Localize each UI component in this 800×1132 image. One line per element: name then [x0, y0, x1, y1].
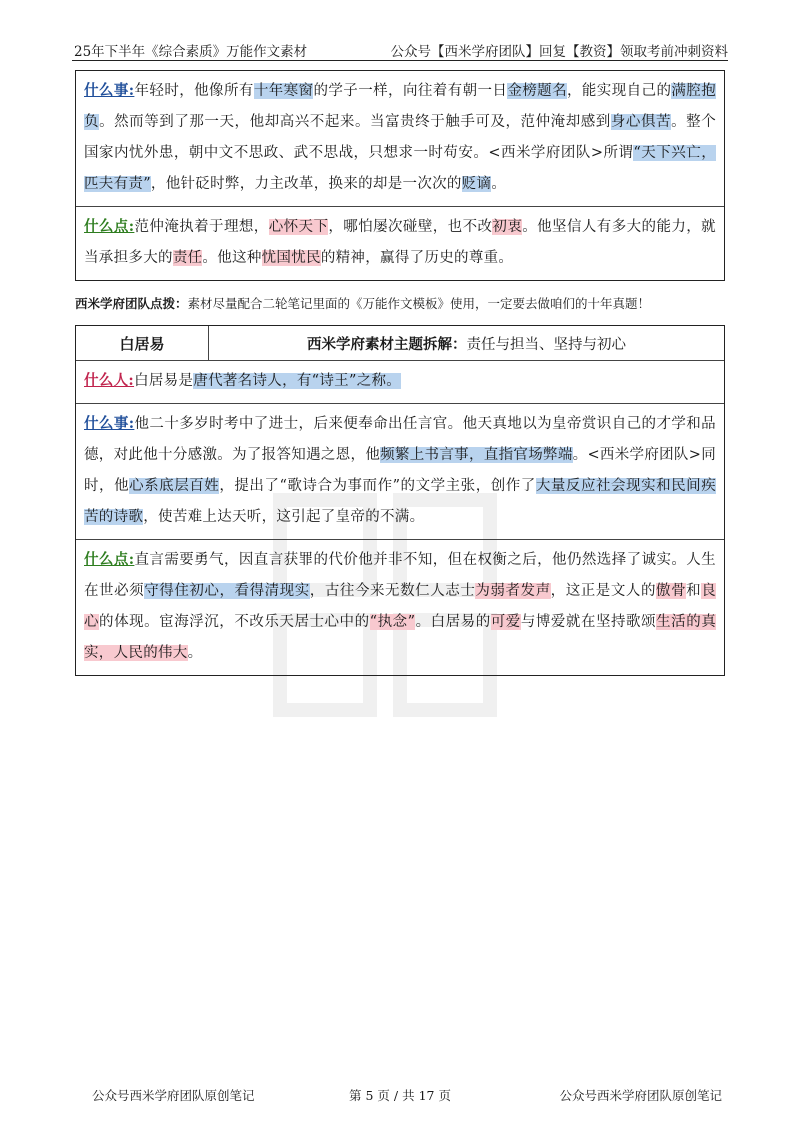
text-segment: 。然而等到了那一天，他却高兴不起来。当富贵终于触手可及，范仲淹却感到 — [99, 114, 611, 130]
point-text — [84, 544, 716, 669]
text-segment: 的学子一样，向往着有朝一日 — [313, 83, 508, 99]
text-segment: ，哪怕屡次碰壁，也不改 — [328, 219, 493, 235]
fan-zhongyan-box — [75, 70, 725, 281]
text-segment: 。白居易的 — [415, 614, 491, 630]
who-text — [84, 365, 716, 397]
who-row — [76, 361, 724, 403]
point-row — [76, 206, 724, 280]
point-row — [76, 539, 724, 675]
page-header — [72, 38, 728, 61]
text-segment: 。整个国家内忧外患，朝中文不思政、武不思战，只想求一时苟安。<西米学府团队>所谓 — [84, 114, 717, 161]
highlighted-phrase: 大量反应社会现实和民间疾苦的诗歌 — [84, 478, 716, 525]
rich-segments — [134, 373, 401, 389]
rich-segments — [84, 552, 716, 661]
text-segment: 。 — [187, 645, 203, 661]
text-segment: 与博爱就在坚持歌颂 — [520, 614, 657, 630]
theme-bold: 西米学府素材主题拆解： — [307, 335, 467, 353]
highlighted-phrase: 心系底层百姓 — [129, 478, 220, 494]
theme — [209, 326, 724, 360]
tip-line — [75, 294, 735, 312]
text-segment: ，提出了“歌诗合为事而作”的文学主张，创作了 — [219, 478, 536, 494]
bai-juyi-header — [76, 326, 724, 361]
text-segment: 直言需要勇气，因直言获罪的代价他并非不知，但在权衡之后，他仍然选择了诚实。人生在世必须 — [84, 552, 716, 599]
highlighted-phrase: “执念” — [369, 614, 416, 630]
highlighted-phrase: 良心 — [84, 583, 716, 630]
what-row — [76, 71, 724, 206]
text-segment: 。<西米学府团队>同时，他 — [84, 447, 716, 494]
header-promo: 公众号【西米学府团队】回复【教资】领取考前冲刺资料 — [390, 44, 728, 60]
highlighted-phrase: 心怀天下 — [268, 219, 329, 235]
text-segment: ，这正是文人的 — [550, 583, 657, 599]
text-segment: 他二十多岁时考中了进士，后来便奉命出任言官。他天真地以为皇帝赏识自己的才学和品德，对此他十分感激。为了报答知遇之恩，他 — [84, 416, 716, 463]
text-segment: ，使苦难上达天听，这引起了皇帝的不满。 — [143, 509, 425, 525]
highlighted-phrase: 生活的真实，人民的伟大 — [84, 614, 717, 661]
rich-segments — [84, 219, 716, 266]
tip-bold: 西米学府团队点拨： — [75, 296, 188, 311]
who-label: 什么人: — [84, 372, 135, 389]
what-label: 什么事: — [84, 82, 135, 99]
text-segment: 。 — [491, 176, 507, 192]
rich-segments — [84, 416, 716, 525]
highlighted-phrase: 金榜题名 — [507, 83, 567, 99]
highlighted-phrase: 忧国忧民 — [261, 250, 321, 266]
text-segment: 范仲淹执着于理想， — [134, 219, 269, 235]
highlighted-phrase: 频繁上书言事，直指官场弊端 — [380, 447, 573, 463]
highlighted-phrase: 责任 — [172, 250, 203, 266]
header-title: 25年下半年《综合素质》万能作文素材 — [74, 44, 308, 60]
text-segment: ，古往今来无数仁人志士 — [309, 583, 476, 599]
highlighted-phrase: 守得住初心，看得清现实 — [144, 583, 310, 599]
text-segment: ，能实现自己的 — [566, 83, 672, 99]
footer-right: 公众号西米学府团队原创笔记 — [559, 1088, 722, 1103]
highlighted-phrase: 满腔抱负 — [84, 83, 716, 130]
what-row — [76, 403, 724, 539]
what-text — [84, 75, 716, 200]
point-label: 什么点: — [84, 218, 135, 235]
text-segment: 。他这种 — [202, 250, 262, 266]
rich-segments — [84, 83, 716, 192]
tip-text: 素材尽量配合二轮笔记里面的《万能作文模板》使用，一定要去做咱们的十年真题！ — [187, 296, 651, 311]
highlighted-phrase: 十年寒窗 — [253, 83, 314, 99]
highlighted-phrase: 可爱 — [490, 614, 521, 630]
text-segment: 的体现。宦海浮沉，不改乐天居士心中的 — [99, 614, 370, 630]
highlighted-phrase: 身心俱苦 — [610, 114, 672, 130]
page-number: 第 5 页 / 共 17 页 — [349, 1088, 451, 1103]
bai-juyi-box — [75, 325, 725, 676]
point-label: 什么点: — [84, 551, 135, 568]
highlighted-phrase: 初衷 — [492, 219, 523, 235]
highlighted-phrase: 为弱者发声 — [475, 583, 551, 599]
footer-left: 公众号西米学府团队原创笔记 — [92, 1088, 255, 1103]
highlighted-phrase: 贬谪 — [461, 176, 492, 192]
theme-text: 责任与担当、坚持与初心 — [466, 336, 626, 353]
text-segment: 和 — [686, 583, 702, 599]
highlighted-phrase: 唐代著名诗人，有“诗王”之称。 — [193, 373, 402, 389]
highlighted-phrase: “天下兴亡，匹夫有责” — [84, 145, 716, 192]
what-text — [84, 408, 716, 533]
text-segment: 的精神，赢得了历史的尊重。 — [320, 250, 514, 266]
person-name: 白居易 — [76, 326, 209, 360]
text-segment: ，他针砭时弊，力主改革，换来的却是一次次的 — [150, 176, 462, 192]
what-label: 什么事: — [84, 415, 135, 432]
text-segment: 白居易是 — [134, 373, 194, 389]
highlighted-phrase: 傲骨 — [656, 583, 687, 599]
text-segment: 。他坚信人有多大的能力，就当承担多大的 — [84, 219, 716, 266]
text-segment: 年轻时，他像所有 — [134, 83, 254, 99]
point-text — [84, 211, 716, 274]
